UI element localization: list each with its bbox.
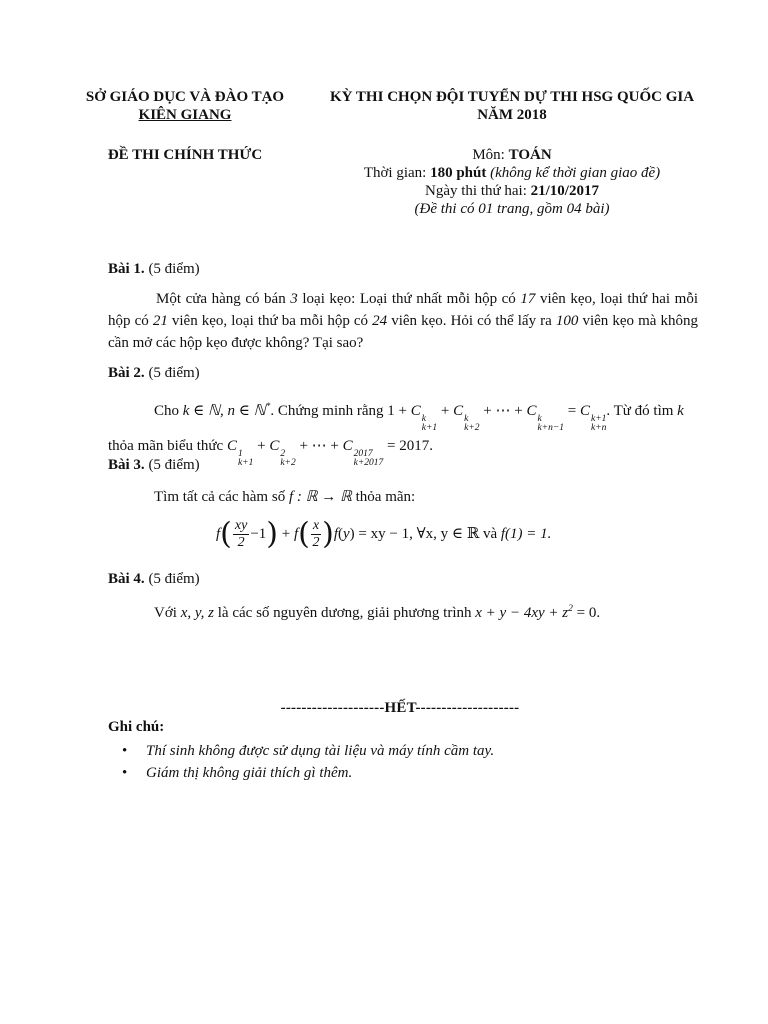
official-label: ĐỀ THI CHÍNH THỨC <box>107 147 263 163</box>
notes-section <box>108 716 668 784</box>
subject-label: Môn: <box>472 147 509 163</box>
problem-2-points: (5 điểm) <box>144 365 200 381</box>
exam-title-block <box>312 88 712 124</box>
subject-info <box>312 146 712 218</box>
problem-1-statement: Một cửa hàng có bán 3 loại kẹo: Loại thứ nhất mỗi hộp có 17 viên kẹo, loại thứ hai mỗi hộp có 21 viên kẹo, loại thứ ba mỗi hộp có 24 viên kẹo. Hỏi có thể lấy ra 100 viên kẹo mà không cần mở các hộp kẹo được không? Tại sao? <box>108 291 698 351</box>
subject-value: TOÁN <box>508 147 552 163</box>
date-value: 21/10/2017 <box>530 183 599 199</box>
problem-3-heading <box>108 454 698 476</box>
problem-3-title: Bài 3. <box>108 457 145 473</box>
department-block <box>70 88 300 124</box>
problem-3-statement: Tìm tất cả các hàm số f : ℝ → ℝ thỏa mãn: <box>154 489 416 505</box>
note-item: • Giám thị không giải thích gì thêm. <box>108 762 668 784</box>
time-note: (không kể thời gian giao đề) <box>490 165 661 181</box>
subject-line <box>312 146 712 164</box>
problem-2-heading <box>108 362 698 384</box>
problem-3 <box>108 454 698 551</box>
exam-year: NĂM 2018 <box>477 107 547 123</box>
notes-list <box>108 740 668 784</box>
functional-equation: f( $\frac{xy}{2}$ −1) + f( $\frac{x}{2}$ )f(y) = xy − 1, ∀x, y ∈ ℝ và f(1) = 1. <box>216 516 552 552</box>
date-label: Ngày thi thứ hai: <box>425 183 531 199</box>
exam-title: KỲ THI CHỌN ĐỘI TUYỂN DỰ THI HSG QUỐC GIA <box>329 89 695 105</box>
end-mark: --------------------HẾT-------------------- <box>280 700 520 716</box>
province-name: KIÊN GIANG <box>138 107 232 123</box>
problem-4 <box>108 568 698 624</box>
problem-1-heading <box>108 258 698 280</box>
problem-2-statement-cont: thỏa mãn biểu thức C 1 k+1 + C 2 k+2 + ⋯ + C 2017 k+2017 = 2017. <box>108 438 434 468</box>
time-line <box>312 164 712 182</box>
time-label: Thời gian: <box>363 165 431 181</box>
problem-2 <box>108 362 698 468</box>
problem-3-points: (5 điểm) <box>144 457 200 473</box>
problem-1 <box>108 258 698 354</box>
date-line <box>312 182 712 200</box>
pages-note: (Đề thi có 01 trang, gồm 04 bài) <box>414 201 610 217</box>
notes-title: Ghi chú: <box>108 719 165 735</box>
sum-expression: C 1 k+1 + C 2 k+2 + ⋯ + C 2017 k+2017 <box>226 438 384 468</box>
problem-4-points: (5 điểm) <box>144 571 200 587</box>
problem-2-title: Bài 2. <box>108 365 145 381</box>
problem-1-points: (5 điểm) <box>144 261 200 277</box>
problem-2-statement: Cho k ∈ ℕ, n ∈ ℕ*. Chứng minh rằng 1 + C k k+1 + C k k+2 + ⋯ + C k k+n−1 = C k+1 k+n . Từ đó tìm k <box>154 402 684 433</box>
binomial-identity: 1 + C k k+1 + C k k+2 + ⋯ + C k k+n−1 = C k+1 k+n <box>387 403 607 433</box>
time-value: 180 phút <box>430 165 487 181</box>
note-item: • Thí sinh không được sử dụng tài liệu và máy tính cầm tay. <box>108 740 668 762</box>
problem-4-title: Bài 4. <box>108 571 145 587</box>
problem-1-title: Bài 1. <box>108 261 145 277</box>
problem-4-statement: Với x, y, z là các số nguyên dương, giải phương trình $x + y - 4xy + z^2 = 0$. <box>154 604 601 621</box>
problem-4-heading <box>108 568 698 590</box>
department-name: SỞ GIÁO DỤC VÀ ĐÀO TẠO <box>85 89 285 105</box>
